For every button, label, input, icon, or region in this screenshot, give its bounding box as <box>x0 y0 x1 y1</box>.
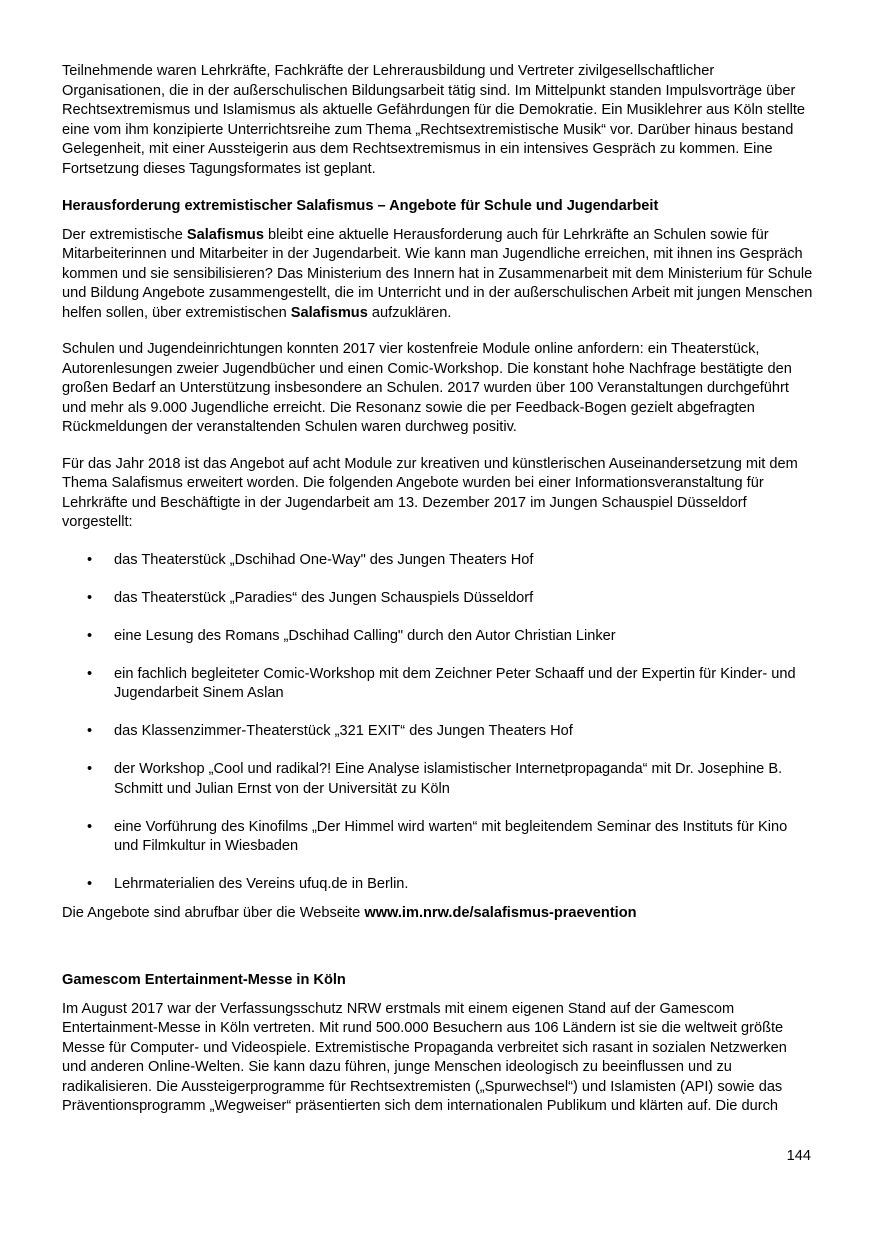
page-content <box>62 62 814 1117</box>
text-run: bleibt eine aktuelle Herausforderung auch für Lehrkräfte an Schulen sowie für Mitarbeiterinnen und Mitarbeiter in der Jugendarbeit. Wie kann man Jugendliche erreichen, mit ihnen ins Gespräch kommen und sie sensibilisieren? Das Ministerium des Innern hat in Zusammenarbeit mit dem Ministerium für Schule und Bildung Angebote zusammengestellt, die im Unterricht und in der außerschulischen Arbeit mit jungen Menschen helfen sollen, über extremistischen <box>62 226 813 321</box>
list-item-text: eine Lesung des Romans „Dschihad Calling" durch den Autor Christian Linker <box>114 627 616 644</box>
list-item <box>62 722 814 742</box>
website-sentence <box>62 904 814 924</box>
list-item-text: eine Vorführung des Kinofilms „Der Himmel wird warten“ mit begleitendem Seminar des Instituts für Kino und Filmkultur in Wiesbaden <box>114 818 788 854</box>
salafismus-paragraph-1 <box>62 226 814 324</box>
list-item <box>62 551 814 571</box>
bullet-symbol: • <box>87 627 93 644</box>
text-run: Der extremistische <box>62 226 187 243</box>
bullet-symbol: • <box>87 761 93 777</box>
list-item <box>62 627 814 647</box>
list-item-text: ein fachlich begleiteter Comic-Workshop mit dem Zeichner Peter Schaaff und der Expertin für Kinder- und Jugendarbeit Sinem Aslan <box>114 665 796 701</box>
list-item <box>62 665 814 704</box>
list-item-text: Lehrmaterialien des Vereins ufuq.de in Berlin. <box>114 876 409 892</box>
intro-paragraph: Teilnehmende waren Lehrkräfte, Fachkräfte der Lehrerausbildung und Vertreter zivilgesellschaftlicher Organisationen, die in der außerschulischen Bildungsarbeit tätig sind. Im Mittelpunkt standen Impulsvorträge über Rechtsextremismus und Islamismus als aktuelle Gefährdungen für die Demokratie. Ein Musiklehrer aus Köln stellte eine vom ihm konzipierte Unterrichtsreihe zum Thema „Rechtsextremistische Musik“ vor. Darüber hinaus bestand Gelegenheit, mit einer Aussteigerin aus dem Rechtsextremismus in ein intensives Gespräch zu kommen. Eine Fortsetzung dieses Tagungsformates ist geplant. <box>62 63 805 177</box>
bullet-symbol: • <box>87 876 93 892</box>
bullet-symbol: • <box>87 551 93 568</box>
bullet-symbol: • <box>87 589 93 606</box>
list-item-text: der Workshop „Cool und radikal?! Eine Analyse islamistischer Internetpropaganda“ mit Dr. Josephine B. Schmitt und Julian Ernst von der Universität zu Köln <box>114 761 783 797</box>
module-list <box>62 551 814 895</box>
bullet-symbol: • <box>87 665 93 682</box>
bullet-symbol: • <box>87 818 93 835</box>
gamescom-paragraph-1: Im August 2017 war der Verfassungsschutz NRW erstmals mit einem eigenen Stand auf der Gamescom Entertainment-Messe in Köln vertreten. Mit rund 500.000 Besuchern aus 106 Ländern ist sie die weltweit größte Messe für Computer- und Videospiele. Extremistische Propaganda verbreitet sich rasant in sozialen Netzwerken und anderen Online-Welten. Sie kann dazu führen, junge Menschen ideologisch zu beeinflussen und zu radikalisieren. Die Aussteigerprogramme für Rechtsextremisten („Spurwechsel“) und Islamisten (API) sowie das Präventionsprogramm „Wegweiser“ präsentierten sich dem internationalen Publikum und klärten auf. Die durch <box>62 1000 787 1114</box>
salafismus-paragraph-2: Schulen und Jugendeinrichtungen konnten 2017 vier kostenfreie Module online anfordern: ein Theaterstück, Autorenlesungen zweier Jugendbücher und einen Comic-Workshop. Die konstant hohe Nachfrage bestätigte den großen Bedarf an Unterstützung insbesondere an Schulen. 2017 wurden über 100 Veranstaltungen durchgeführt und mehr als 9.000 Jugendliche erreicht. Die Resonanz sowie die per Feedback-Bogen gezielt abgefragten Rückmeldungen der veranstaltenden Schulen waren durchweg positiv. <box>62 341 792 435</box>
bold-term: Salafismus <box>290 304 368 321</box>
section-heading-gamescom: Gamescom Entertainment-Messe in Köln <box>62 972 346 988</box>
list-item-text: das Theaterstück „Dschihad One-Way" des Jungen Theaters Hof <box>114 551 534 568</box>
text-run: aufzuklären. <box>367 304 452 321</box>
section-heading-salafismus: Herausforderung extremistischer Salafismus – Angebote für Schule und Jugendarbeit <box>62 198 659 214</box>
list-item-text: das Klassenzimmer-Theaterstück „321 EXIT“ des Jungen Theaters Hof <box>114 723 573 739</box>
list-item-text: das Theaterstück „Paradies“ des Jungen Schauspiels Düsseldorf <box>114 589 534 606</box>
list-item <box>62 818 814 857</box>
bold-term: Salafismus <box>186 226 264 243</box>
list-item <box>62 875 814 895</box>
website-link[interactable]: www.im.nrw.de/salafismus-praevention <box>364 904 637 921</box>
page-number: 144 <box>786 1148 811 1164</box>
website-intro-text: Die Angebote sind abrufbar über die Webseite <box>62 904 365 921</box>
bullet-symbol: • <box>87 723 93 739</box>
salafismus-paragraph-3: Für das Jahr 2018 ist das Angebot auf acht Module zur kreativen und künstlerischen Auseinandersetzung mit dem Thema Salafismus erweitert worden. Die folgenden Angebote wurden bei einer Informationsveranstaltung für Lehrkräfte und Beschäftigte in der Jugendarbeit am 13. Dezember 2017 im Jungen Schauspiel Düsseldorf vorgestellt: <box>62 455 798 530</box>
list-item <box>62 760 814 799</box>
list-item <box>62 589 814 609</box>
